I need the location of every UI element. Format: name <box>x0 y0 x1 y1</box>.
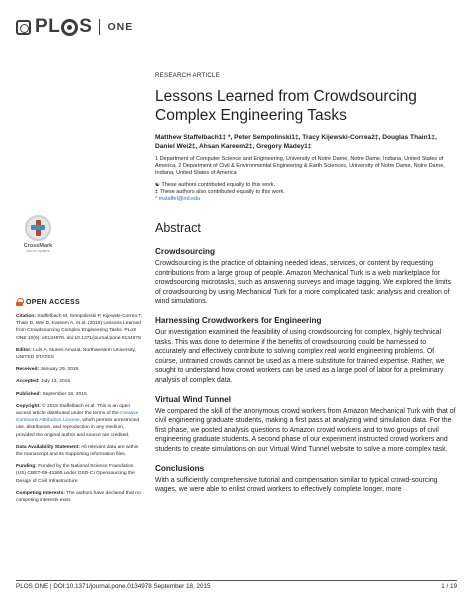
abstract-section <box>155 395 457 455</box>
published-date: September 18, 2015 <box>42 391 87 397</box>
note-also-equal: ‡ These authors also contributed equally to this work. <box>155 189 285 195</box>
author-list: Matthew Staffelbach1‡ *, Peter Sempolinski1‡, Tracy Kijewski-Correa2‡, Douglas Thain1‡, Daniel Wei2‡, Ahsan Kareem2‡, Gregory Madey1‡ <box>155 134 437 150</box>
copyright-pre: © 2015 Staffelbach et al. This is an open access article distributed under the terms of the <box>16 403 131 417</box>
note-equal-contribution: ☯ These authors contributed equally to this work. <box>155 182 276 188</box>
copyright-block <box>16 403 143 439</box>
section-heading: Harnessing Crowdworkers for Engineering <box>155 315 322 325</box>
logo-divider <box>99 19 100 35</box>
open-access-badge <box>16 298 143 306</box>
funding-block <box>16 463 143 485</box>
plos-wordmark <box>35 16 92 38</box>
citation-block <box>16 313 143 342</box>
affiliations <box>155 156 457 177</box>
published-block <box>16 391 143 398</box>
page-footer <box>16 580 457 590</box>
abstract-section <box>155 247 457 307</box>
logo-text-left: PL <box>35 16 61 37</box>
abstract-section <box>155 316 457 386</box>
data-availability-text: All relevant data are within the manuscript and its Supporting Information files. <box>16 444 139 458</box>
crossmark-sub: click for updates <box>26 249 50 253</box>
sidebar <box>16 215 143 509</box>
crossmark-label: CrossMark <box>23 243 53 249</box>
page-number: 1 / 19 <box>441 583 457 590</box>
article-type: RESEARCH ARTICLE <box>155 72 220 79</box>
corresponding-email[interactable]: * mstaffel@nd.edu <box>155 196 201 202</box>
plos-o-icon <box>61 19 78 36</box>
accepted-block <box>16 378 143 385</box>
affiliation-item: 1 Department of Computer Science and Engineering, University of Notre Dame, Notre Dame, Indiana, United States of America, 2 Department of Civil & Environmental Engineering & Earth Sciences, University of Notre Dame, Notre Dame, Indiana, United States of America <box>155 156 445 176</box>
crossmark-badge[interactable] <box>16 215 60 253</box>
data-availability-block <box>16 444 143 458</box>
section-body: With a sufficiently comprehensive tutorial and compensation similar to typical crowd-sourcing wages, we were able to enlist crowd workers to effectively complete longer, more <box>155 476 438 494</box>
accepted-date: July 13, 2015 <box>41 379 71 385</box>
section-body: Our investigation examined the feasibility of using crowdsourcing for complex, highly technical tasks. This was done to determine if the benefits of crowdsourcing could be harnessed to accurately and effectively contribute to solving complex real world engineering problems. Of course, untrained crowds cannot be used as a mere substitute for trained expertise. Rather, we sought to understand how crowd workers can be used as a large pool of labor for a preliminary analysis of complex data. <box>155 328 445 384</box>
competing-interests-label: Competing Interests: <box>16 490 65 496</box>
section-body: We compared the skill of the anonymous crowd workers from Amazon Mechanical Turk with that of civil engineering graduate students, making a first pass at analyzing wind simulation data. For the first phase, we posted analysis questions to Amazon crowd workers and to two groups of civil engineering graduate students. A second phase of our experiment instructed crowd workers and students to create simulations on our Virtual Wind Tunnel website to solve a more complex task. <box>155 407 456 453</box>
section-heading: Crowdsourcing <box>155 247 216 256</box>
section-body: Crowdsourcing is the practice of obtaining needed ideas, services, or content by requesting contributions from a large group of people. Amazon Mechanical Turk is a web marketplace for crowdsourcing microtasks, such as answering surveys and image tagging. We explored the limits of crowdsourcing by using Mechanical Turk for a more complicated task: analysis and creation of wind simulations. <box>155 260 451 306</box>
editor-label: Editor: <box>16 347 32 353</box>
crossmark-icon <box>25 215 51 241</box>
accepted-label: Accepted: <box>16 379 40 385</box>
competing-interests-block <box>16 490 143 504</box>
data-availability-label: Data Availability Statement: <box>16 444 81 450</box>
article-title: Lessons Learned from Crowdsourcing Complex Engineering Tasks <box>155 88 417 124</box>
copyright-post: , which permits unrestricted use, distribution, and reproduction in any medium, provided the original author and source are credited. <box>16 418 140 438</box>
competing-interests-text: The authors have declared that no competing interests exist. <box>16 490 141 504</box>
section-heading: Virtual Wind Tunnel <box>155 394 232 404</box>
logo-sub: ONE <box>107 21 134 33</box>
abstract-section <box>155 464 457 495</box>
received-block <box>16 366 143 373</box>
editor-block <box>16 347 143 361</box>
funding-text: Funded by the National Science Foundation (US) CBET-09-41565 under OSD-CI Opensourcing the Design of Civil Infrastructure. <box>16 464 135 484</box>
received-label: Received: <box>16 367 40 373</box>
author-notes <box>155 182 457 203</box>
footer-citation: PLOS ONE | DOI:10.1371/journal.pone.0134978 September 18, 2015 <box>16 583 211 590</box>
main-column <box>155 72 457 504</box>
citation-label: Citation: <box>16 314 36 319</box>
citation-text: Staffelbach M, Sempolinski P, Kijewski-Correa T, Thain D, Wei D, Kareem A, et al. (2015) Lessons Learned from Crowdsourcing Complex Engineering Tasks. PLoS ONE 10(9): e0134978. doi:10.1371/journal.pone.0134978 <box>16 314 143 341</box>
editor-text: Luís A. Nunes Amaral, Northwestern University, UNITED STATES <box>16 347 136 361</box>
published-label: Published: <box>16 391 41 397</box>
copyright-label: Copyright: <box>16 403 41 409</box>
plos-one-logo[interactable] <box>16 16 133 38</box>
logo-text-right: S <box>79 16 93 37</box>
plos-square-icon <box>16 20 31 35</box>
license-link[interactable]: Creative Commons Attribution License <box>16 411 139 424</box>
open-access-label: OPEN ACCESS <box>26 298 80 306</box>
section-heading: Conclusions <box>155 463 205 473</box>
abstract-heading: Abstract <box>155 221 201 235</box>
received-date: January 29, 2015 <box>40 367 79 373</box>
funding-label: Funding: <box>16 464 37 470</box>
open-lock-icon <box>16 298 23 306</box>
